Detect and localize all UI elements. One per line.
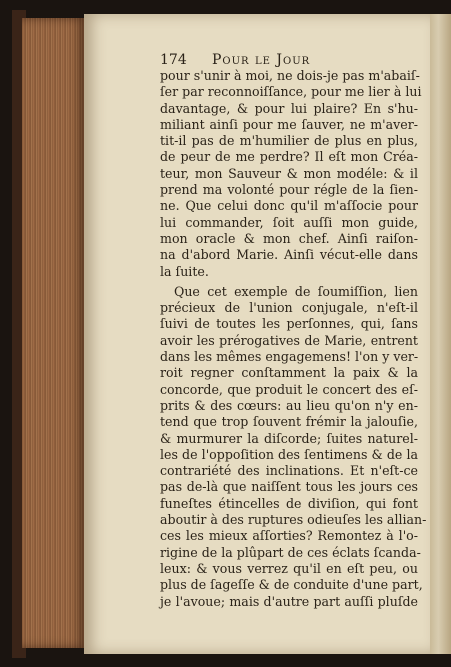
text-line: pour s'unir à moi, ne dois-je pas m'abaiſ- — [160, 68, 420, 83]
text-line: aboutir à des ruptures odieuſes les allian- — [160, 512, 427, 528]
text-line: concorde, que produit le concert des eſ- — [160, 381, 418, 397]
text-line: prits & des cœurs: au lieu qu'on n'y en- — [160, 397, 418, 413]
text-line: ne. Que celui donc qu'il m'aſſocie pour — [160, 198, 418, 214]
text-line: ſuivi de toutes les perſonnes, qui, ſans — [160, 316, 418, 332]
text-line: mon oracle & mon chef. Ainſi raiſon- — [160, 230, 418, 246]
paragraph — [160, 283, 427, 610]
text-line: prend ma volonté pour régle de la ſien- — [160, 182, 418, 198]
text-line: la ſuite. — [160, 263, 209, 279]
text-line: tend que trop ſouvent frémir la jalouſie, — [160, 414, 418, 430]
text-line: & murmurer la diſcorde; ſuites naturel- — [160, 430, 418, 446]
text-line: rigine de la plûpart de ces éclats ſcanda- — [160, 544, 421, 560]
text-line: les de l'oppoſition des ſentimens & de la — [160, 446, 418, 462]
text-line: pas de-là que naiſſent tous les jours ces — [160, 479, 418, 495]
text-line: lui commander, ſoit auſſi mon guide, — [160, 214, 418, 230]
text-line: teur, mon Sauveur & mon modéle: & il — [160, 165, 418, 181]
running-title: Pour le Jour — [212, 52, 311, 68]
text-line: de peur de me perdre? Il eſt mon Créa- — [160, 149, 418, 165]
text-line: je l'avoue; mais d'autre part auſſi pluſde — [160, 593, 418, 609]
text-line: plus de ſageſſe & de conduite d'une part, — [160, 577, 423, 593]
page-number: 174 — [160, 52, 187, 68]
text-line: roit regner conſtamment la paix & la — [160, 365, 418, 381]
text-line: tit-il pas de m'humilier de plus en plus, — [160, 133, 418, 149]
text-line: précieux de l'union conjugale, n'eſt-il — [160, 300, 418, 316]
page-text-block — [160, 52, 427, 610]
text-line: davantage, & pour lui plaire? En s'hu- — [160, 100, 418, 116]
text-line: ſer par reconnoiſſance, pour me lier à lui — [160, 84, 422, 100]
text-line: miliant ainſi pour me ſauver, ne m'aver- — [160, 116, 418, 132]
paragraph — [160, 68, 422, 280]
text-line: ces les mieux aſſorties? Remontez à l'o- — [160, 528, 418, 544]
text-line: avoir les prérogatives de Marie, entrent — [160, 332, 418, 348]
text-line: dans les mêmes engagemens! l'on y ver- — [160, 349, 419, 365]
text-line: na d'abord Marie. Ainſi vécut-elle dans — [160, 247, 418, 263]
text-line: leux: & vous verrez qu'il en eſt peu, ou — [160, 560, 418, 576]
text-line: funeſtes étincelles de diviſion, qui font — [160, 495, 418, 511]
text-line: Que cet exemple de ſoumiſſion, lien — [174, 283, 418, 299]
book-page-edges — [22, 18, 86, 648]
text-line: contrariété des inclinations. Et n'eſt-ce — [160, 463, 418, 479]
facing-page-edge — [430, 14, 451, 654]
